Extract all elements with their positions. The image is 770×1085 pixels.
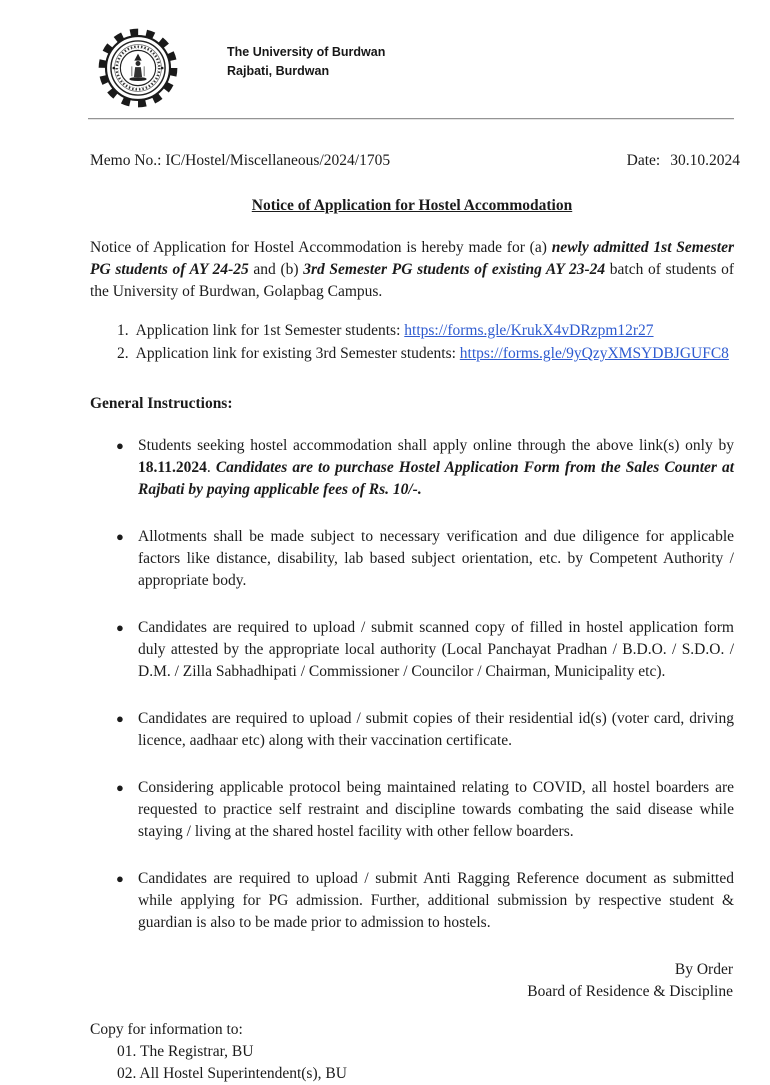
bullet-icon: ●: [116, 871, 124, 886]
text-segment: .: [206, 459, 216, 476]
text-segment: 18.11.2024: [138, 459, 207, 476]
application-link-list: [117, 319, 734, 365]
instruction-text: [138, 779, 734, 840]
university-seal-icon: [95, 27, 181, 109]
instruction-item: [116, 868, 734, 934]
memo-row: [90, 150, 740, 172]
instruction-text: [138, 619, 734, 680]
instruction-text: [138, 528, 734, 589]
copy-items: [117, 1041, 734, 1085]
instructions-list: [116, 435, 735, 934]
date-label: Date:: [626, 152, 661, 169]
text-segment: and (b): [248, 261, 304, 278]
text-segment: Considering applicable protocol being maintained relating to COVID, all hostel boarders are requested to practice self restraint and discipline towards combating the said disease while staying / living at the shared hostel facility with other fellow boarders.: [138, 779, 734, 840]
by-order: By Order: [674, 961, 733, 978]
date-value: 30.10.2024: [670, 152, 740, 169]
instruction-text: [138, 710, 734, 749]
bullet-icon: ●: [116, 529, 124, 544]
instruction-text: [138, 870, 734, 931]
copy-item: 01. The Registrar, BU: [117, 1043, 254, 1060]
text-segment: batch of students of the University of Burdwan, Golapbag Campus.: [90, 261, 734, 300]
bullet-icon: ●: [116, 438, 124, 453]
header-divider: [88, 118, 734, 120]
bullet-icon: ●: [116, 620, 124, 635]
application-link-label: Application link for 1st Semester students:: [135, 322, 405, 339]
page-title: Notice of Application for Hostel Accommodation: [251, 197, 573, 214]
application-link-label: Application link for existing 3rd Semester students:: [135, 345, 460, 362]
instruction-item: [116, 708, 734, 752]
copy-heading: Copy for information to:: [90, 1021, 243, 1038]
instruction-item: [116, 617, 734, 683]
board-name: Board of Residence & Discipline: [527, 983, 733, 1000]
university-address: Rajbati, Burdwan: [227, 64, 330, 78]
copy-section: [90, 1019, 734, 1085]
text-segment: newly admitted 1st Semester PG students of AY 24-25: [90, 239, 734, 278]
bullet-icon: ●: [116, 780, 124, 795]
application-link-3rd-sem[interactable]: https://forms.gle/9yQzyXMSYDBJGUFC8: [459, 345, 729, 362]
university-name-block: [227, 43, 385, 81]
text-segment: Candidates are required to upload / submit Anti Ragging Reference document as submitted while applying for PG admission. Further, additional submission by respective student & guardian is also to be made prior to admission to hostels.: [138, 870, 734, 931]
copy-item: 02. All Hostel Superintendent(s), BU: [117, 1065, 347, 1082]
document-header: [0, 27, 770, 109]
text-segment: Allotments shall be made subject to necessary verification and due diligence for applicable factors like distance, disability, lab based subject orientation, etc. by Competent Authority / appropriate body.: [138, 528, 734, 589]
list-number: 1.: [117, 322, 129, 339]
instruction-text: [138, 437, 734, 498]
university-name: The University of Burdwan: [227, 45, 386, 59]
text-segment: 3rd Semester PG students of existing AY 23-24: [303, 261, 606, 278]
text-segment: Students seeking hostel accommodation shall apply online through the above link(s) only by: [138, 437, 734, 454]
application-link-item-2: [117, 342, 734, 365]
general-instructions-heading: General Instructions:: [90, 395, 233, 412]
intro-paragraph: [90, 237, 734, 303]
text-segment: Candidates are required to upload / submit scanned copy of filled in hostel application form duly attested by the appropriate local authority (Local Panchayat Pradhan / B.D.O. / S.D.O. / D.M. / Zilla Sabhadhipati / Commissioner / Councilor / Chairman, Municipality etc).: [138, 619, 734, 680]
application-link-1st-sem[interactable]: https://forms.gle/KrukX4vDRzpm12r27: [404, 322, 654, 339]
text-segment: Candidates are to purchase Hostel Application Form from the Sales Counter at Rajbati by paying applicable fees of Rs. 10/-.: [138, 459, 735, 498]
bullet-icon: ●: [116, 711, 124, 726]
text-segment: Notice of Application for Hostel Accommodation is hereby made for (a): [90, 239, 552, 256]
memo-number: Memo No.: IC/Hostel/Miscellaneous/2024/1705: [90, 152, 391, 169]
memo-date: [627, 150, 740, 172]
instruction-item: [116, 777, 734, 843]
list-number: 2.: [117, 345, 129, 362]
instruction-item: [116, 526, 734, 592]
text-segment: Candidates are required to upload / submit copies of their residential id(s) (voter card, driving licence, aadhaar etc) along with their vaccination certificate.: [138, 710, 734, 749]
signature-block: [90, 959, 733, 1003]
instruction-item: [116, 435, 735, 501]
application-link-item-1: [117, 319, 734, 342]
